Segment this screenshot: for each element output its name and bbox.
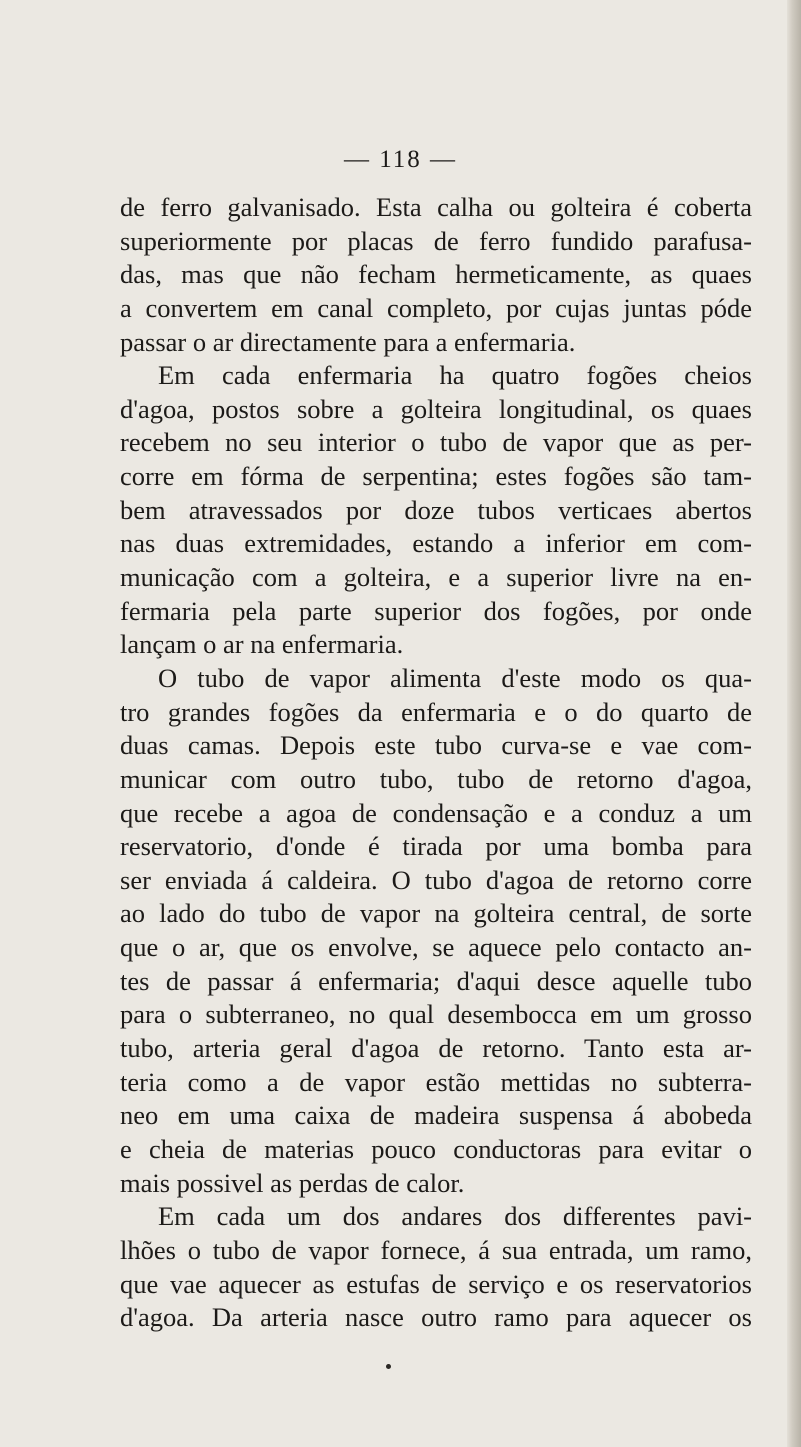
text-line: bem atravessados por doze tubos verticaes abertos [120,494,752,525]
text-line: e cheia de materias pouco conductoras para evitar o [120,1133,752,1164]
text-line: corre em fórma de serpentina; estes fogões são tam- [120,461,752,492]
text-line: lhões o tubo de vapor fornece, á sua entrada, um ramo, [120,1234,752,1265]
text-line: municar com outro tubo, tubo de retorno d'agoa, [120,763,752,794]
text-line: Em cada um dos andares dos differentes pavi- [158,1201,752,1232]
text-line: d'agoa, postos sobre a golteira longitudinal, os quaes [120,393,752,424]
text-line: ser enviada á caldeira. O tubo d'agoa de retorno corre [120,864,752,895]
text-line: recebem no seu interior o tubo de vapor que as per- [120,427,752,458]
text-line: que recebe a agoa de condensação e a conduz a um [120,797,752,828]
text-line: fermaria pela parte superior dos fogões, por onde [120,595,752,626]
text-line: a convertem em canal completo, por cujas juntas póde [120,292,752,323]
text-line: neo em uma caixa de madeira suspensa á abobeda [120,1100,752,1131]
page-number: — 118 — [343,146,458,173]
text-line: nas duas extremidades, estando a inferior em com- [120,528,752,559]
text-line: tubo, arteria geral d'agoa de retorno. Tanto esta ar- [120,1033,752,1064]
text-line: d'agoa. Da arteria nasce outro ramo para aquecer os [120,1302,752,1333]
text-line: duas camas. Depois este tubo curva-se e vae com- [120,730,752,761]
body-text [120,191,752,1335]
text-line: para o subterraneo, no qual desembocca em um grosso [120,999,752,1030]
text-line: reservatorio, d'onde é tirada por uma bomba para [120,831,752,862]
page-edge [787,0,801,1447]
text-line: municação com a golteira, e a superior livre na en- [120,562,752,593]
text-line: que o ar, que os envolve, se aquece pelo contacto an- [120,932,752,963]
text-line: ao lado do tubo de vapor na golteira central, de sorte [120,898,752,929]
text-line: teria como a de vapor estão mettidas no subterra- [120,1066,752,1097]
text-line: tro grandes fogões da enfermaria e o do quarto de [120,696,752,727]
ink-speck [386,1364,391,1369]
text-line: das, mas que não fecham hermeticamente, as quaes [120,259,752,290]
text-line: de ferro galvanisado. Esta calha ou golteira é coberta [120,192,752,222]
text-line: lançam o ar na enfermaria. [120,629,404,660]
text-line: que vae aquecer as estufas de serviço e os reservatorios [120,1268,752,1299]
text-line: O tubo de vapor alimenta d'este modo os qua- [158,662,752,693]
text-line: superiormente por placas de ferro fundido parafusa- [120,225,752,256]
text-line: passar o ar directamente para a enfermaria. [120,326,576,357]
text-line: mais possivel as perdas de calor. [120,1167,465,1198]
text-line: tes de passar á enfermaria; d'aqui desce aquelle tubo [120,965,752,996]
text-line: Em cada enfermaria ha quatro fogões cheios [158,360,752,391]
